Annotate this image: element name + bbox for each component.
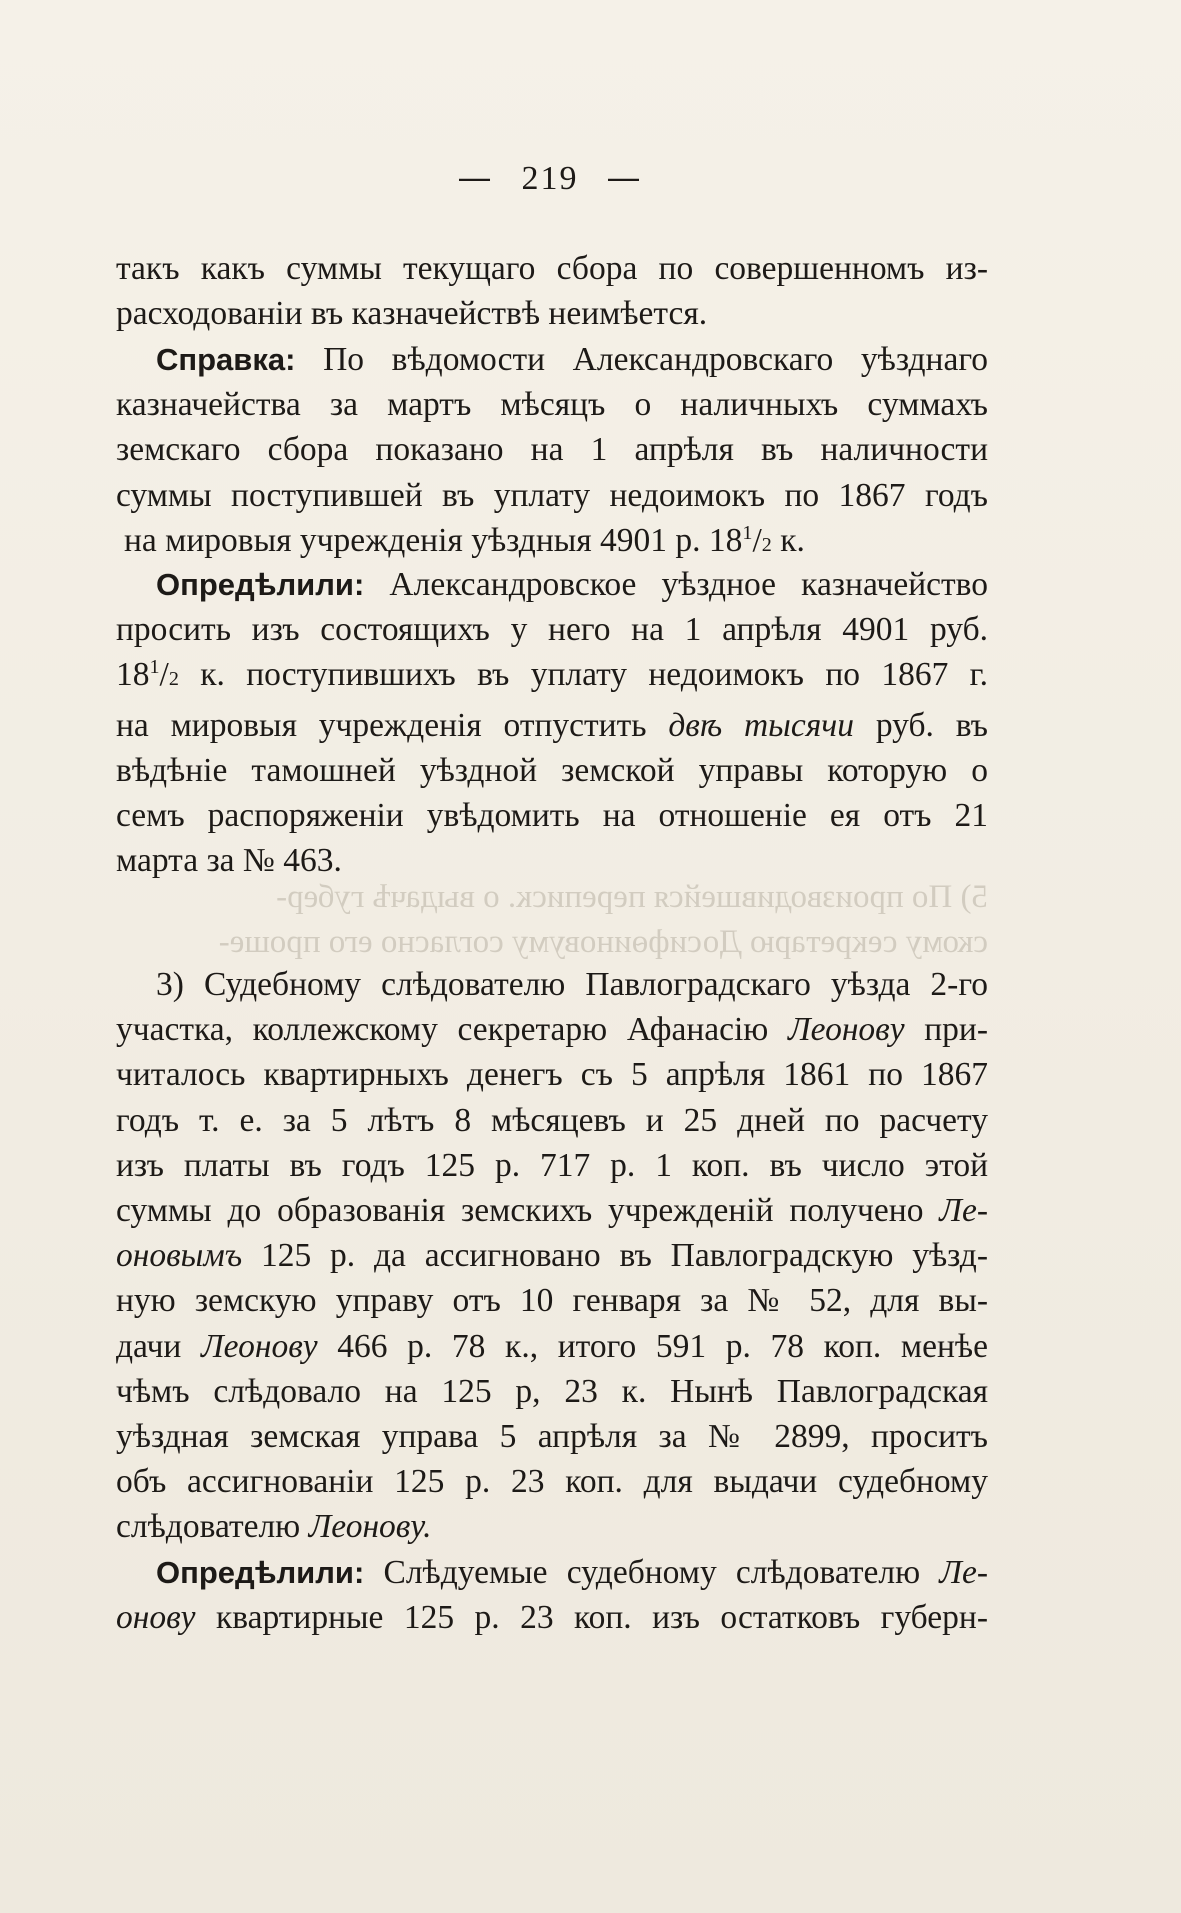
text-line [116,1007,988,1052]
fraction-denominator: 2 [761,533,772,556]
text-line [116,1324,988,1369]
text-line: семъ распоряженіи увѣдомить на отношеніе ея отъ 21 [116,797,988,835]
italic-name: Ле- [939,1192,988,1230]
italic-name: Леонову. [308,1508,432,1546]
text-fragment: участка, коллежскому секретарю Афанасію [116,1011,788,1049]
text-line: 3) Судебному слѣдователю Павлоградскаго уѣзда 2-го [156,966,988,1003]
page-number-dash-left: — [457,158,494,198]
ghost-line: скому секретарю Досифѳиновуму согласно его проше- [218,924,988,960]
text-line [116,652,988,702]
text-line [116,562,988,607]
page-number-value: 219 [521,160,579,197]
text-line: читалось квартирныхъ денегъ съ 5 апрѣля 1861 по 1867 [116,1056,988,1094]
fraction-slash: / [752,521,762,559]
paragraph-item-3 [116,962,988,1550]
text-line: такъ какъ суммы текущаго сбора по совершенномъ из- [116,250,988,287]
text-fragment: Александровское уѣздное казначейство [389,566,988,603]
italic-amount: двѣ тысячи [668,706,855,744]
text-line: марта за № 463. [116,842,342,880]
opredelili-label: Опредѣлили: [156,567,365,602]
text-line: ную земскую управу отъ 10 генваря за № 52, для вы- [116,1282,988,1320]
opredelili-label: Опредѣлили: [156,1555,365,1590]
text-fragment: Слѣдуемые судебному слѣдователю [383,1554,921,1591]
italic-name: Леонову [200,1327,318,1365]
text-line: земскаго сбора показано на 1 апрѣля въ наличности [116,431,988,469]
text-line: расходованіи въ казначействѣ неимѣется. [116,295,708,333]
text-fragment: руб. въ [854,706,989,744]
text-fragment: при- [904,1011,988,1049]
text-line: годъ т. е. за 5 лѣтъ 8 мѣсяцевъ и 25 дней по расчету [116,1101,988,1139]
text-line [116,518,988,568]
text-line [116,1233,988,1278]
text-fragment: По вѣдомости Александровскаго уѣзднаго [323,341,989,378]
page-number-dash-right: — [606,158,643,198]
text-line: уѣздная земская управа 5 апрѣля за № 2899, проситъ [116,1418,988,1456]
show-through-text [116,875,988,965]
italic-name: Ле- [939,1554,989,1591]
text-line [116,1504,988,1549]
text-fragment: к. поступившихъ въ уплату недоимокъ по 1867 г. [178,656,988,694]
text-fragment: суммы до образованія земскихъ учрежденій получено [116,1192,940,1230]
text-fragment: к. [771,521,805,559]
paragraph-continuation [116,246,988,336]
text-line: вѣдѣніе тамошней уѣздной земской управы которую о [116,751,988,789]
paragraph-opredelili-1 [116,562,988,883]
text-line [116,703,988,748]
text-line: чѣмъ слѣдовало на 125 р, 23 к. Нынѣ Павлоградская [116,1372,988,1410]
italic-name: оновымъ [116,1237,243,1275]
text-fragment: дачи [116,1327,201,1365]
text-fragment: 125 р. да ассигновано въ Павлоградскую уѣзд- [242,1237,988,1275]
text-line [116,1188,988,1233]
paragraph-spravka [116,337,988,568]
text-line: просить изъ состоящихъ у него на 1 апрѣля 4901 руб. [116,611,988,649]
text-fragment: 18 [116,656,150,694]
text-line: казначейства за мартъ мѣсяцъ о наличныхъ суммахъ [116,386,988,424]
italic-name: онову [116,1599,196,1637]
text-line: объ ассигнованіи 125 р. 23 коп. для выдачи судебному [116,1463,988,1501]
page-number [0,158,1100,198]
text-fragment: слѣдователю [116,1508,309,1546]
text-line [116,1550,988,1595]
spravka-label: Справка: [156,342,296,377]
italic-name: Леонову [787,1011,905,1049]
text-fragment: на мировыя учрежденія уѣздныя 4901 р. 18 [124,521,743,559]
text-fragment: на мировыя учрежденія отпустить [116,706,669,744]
fraction-slash: / [159,656,169,694]
text-line [116,1595,988,1640]
text-line: изъ платы въ годъ 125 р. 717 р. 1 коп. въ число этой [116,1146,988,1184]
ghost-line: 5) По производившейся переписк. о выдачѣ губер- [276,879,988,915]
fraction-numerator: 1 [149,656,160,679]
text-fragment: квартирные 125 р. 23 коп. изъ остатковъ губерн- [195,1599,988,1637]
text-line: суммы поступившей въ уплату недоимокъ по 1867 годъ [116,476,988,514]
paragraph-opredelili-2 [116,1550,988,1640]
text-line [116,337,988,382]
fraction-denominator: 2 [168,668,179,691]
fraction-numerator: 1 [742,521,753,544]
text-fragment: 466 р. 78 к., итого 591 р. 78 коп. менѣе [317,1327,988,1365]
